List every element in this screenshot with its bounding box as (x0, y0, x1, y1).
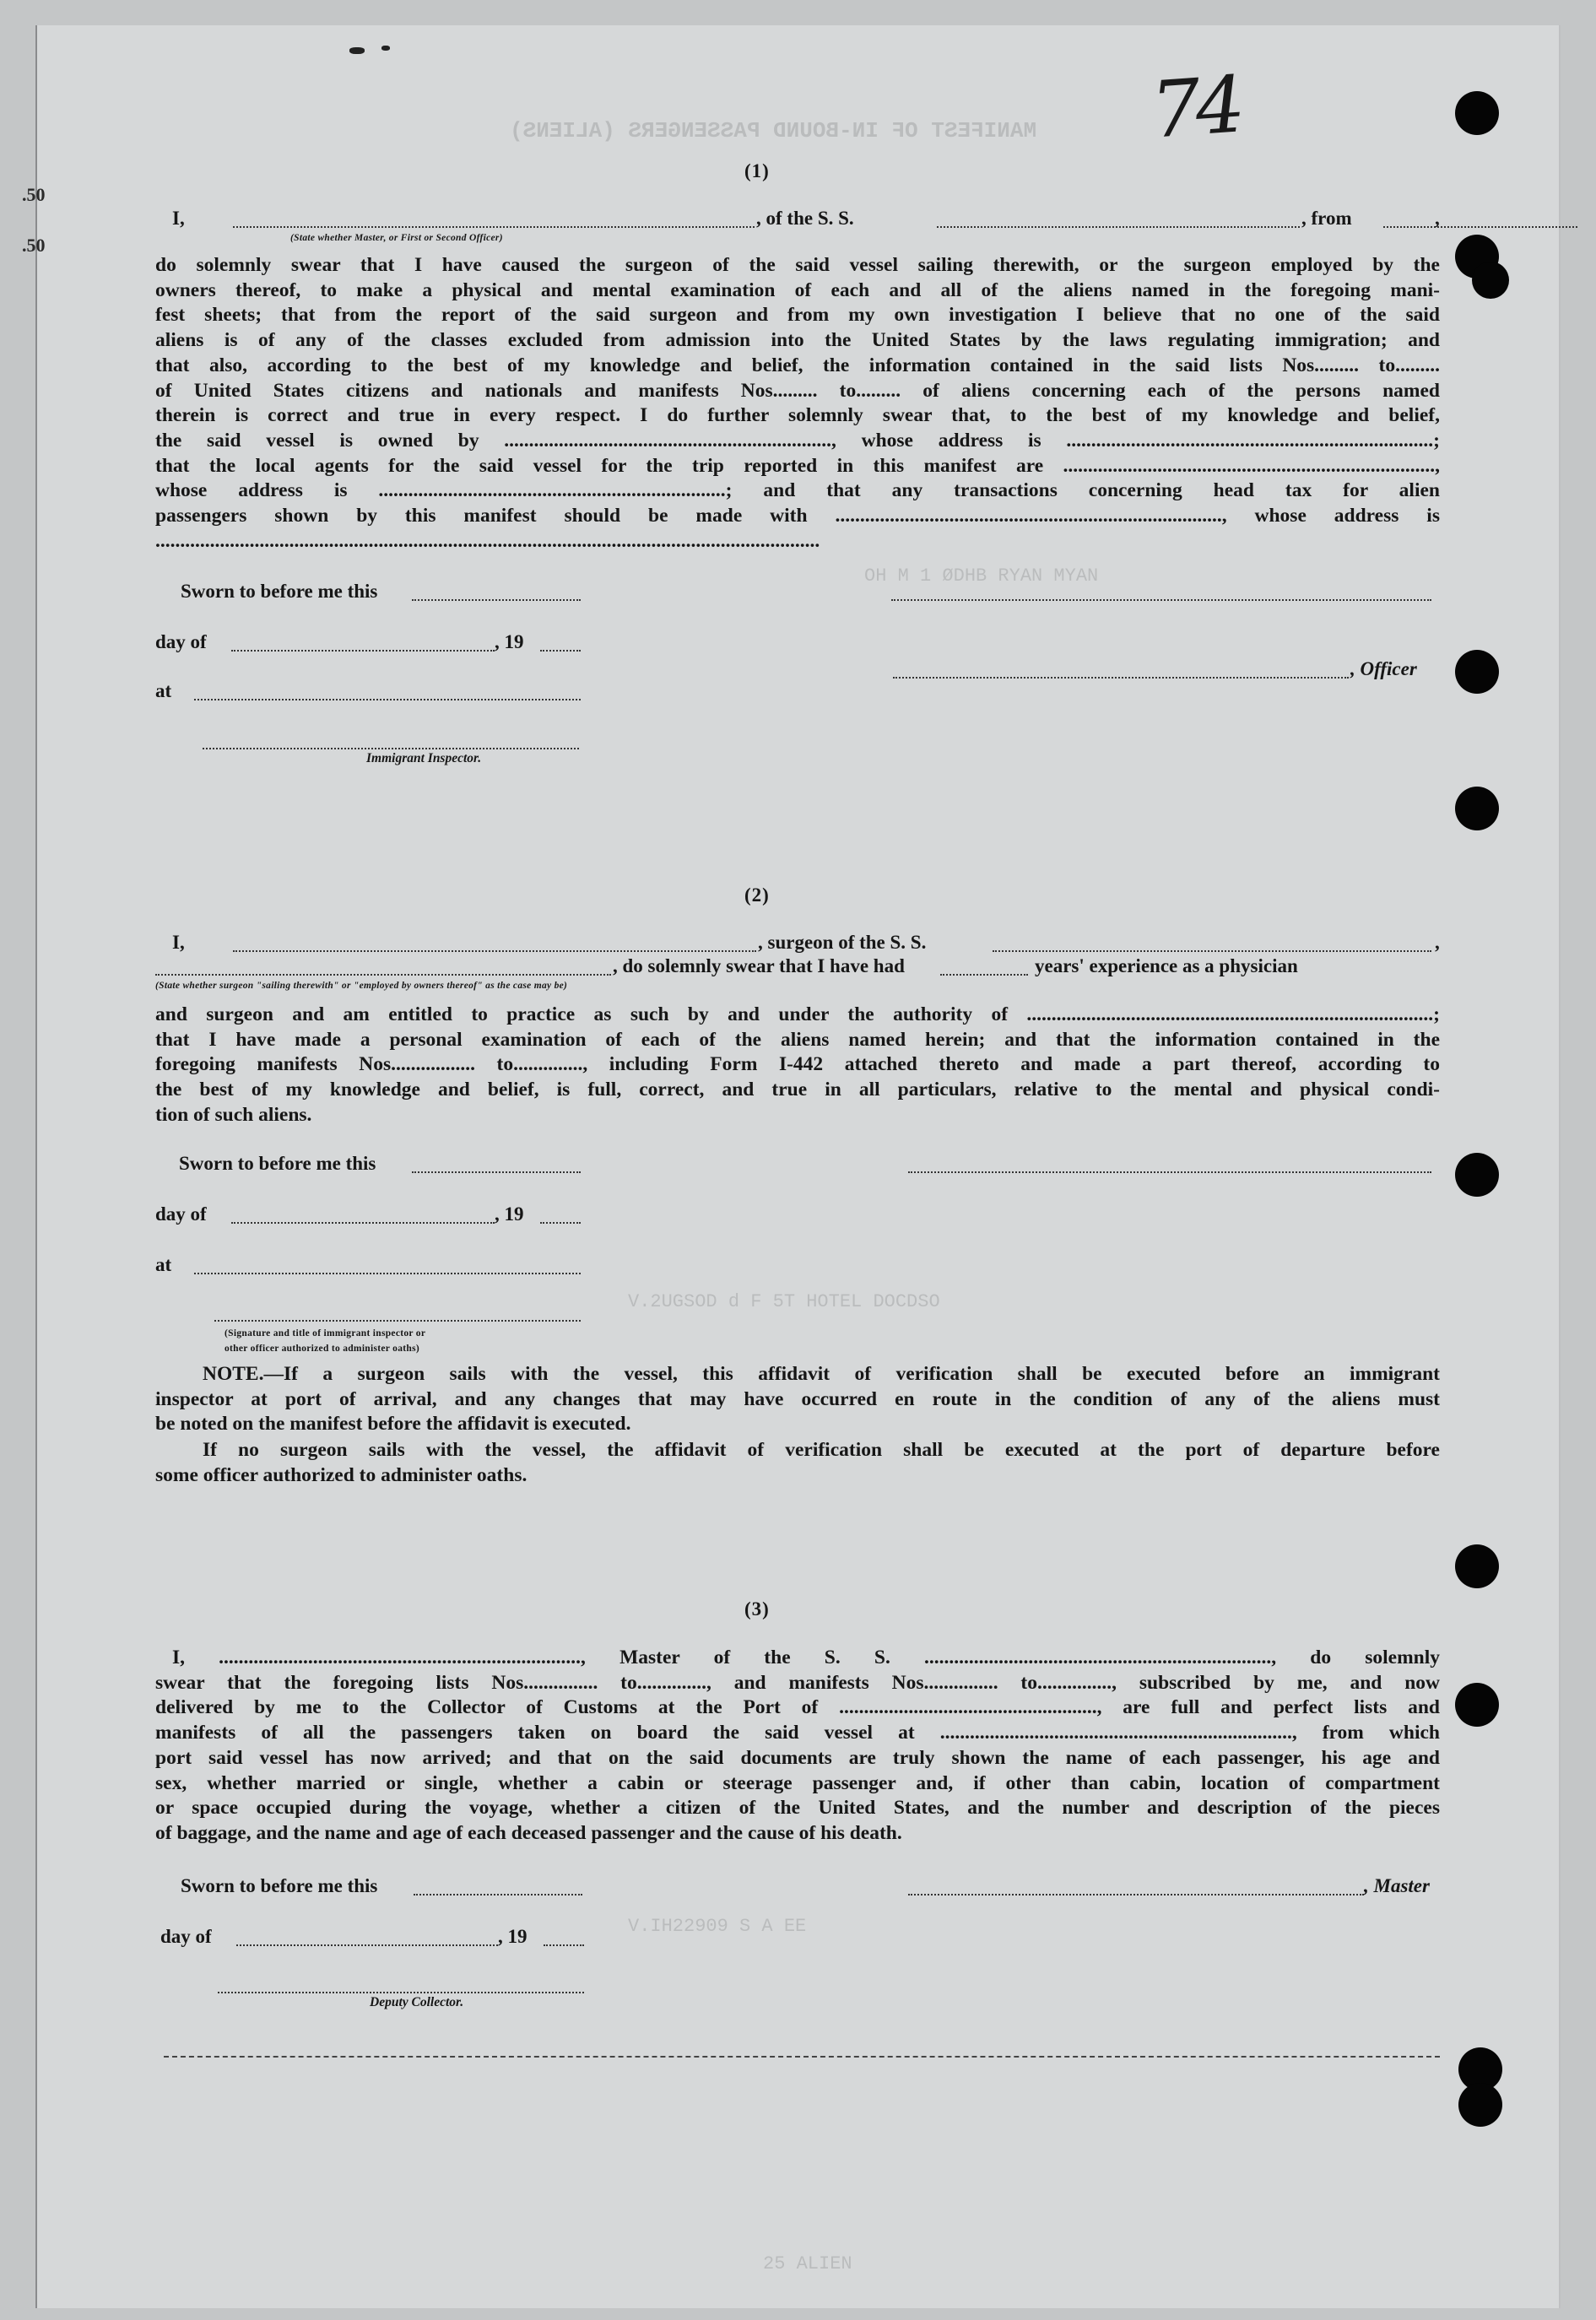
section-2-body-line: and surgeon and am entitled to practice as such by and under the authority of ..................................................................................; (155, 1003, 1440, 1025)
sworn-date-field[interactable] (412, 1171, 581, 1173)
year-field[interactable] (540, 650, 581, 652)
inspector-signature-field[interactable] (203, 748, 579, 749)
surgeon-role-caption: (State whether surgeon "sailing therewith" or "employed by owners thereof" as the case may be) (155, 981, 568, 991)
day-label: day of (155, 631, 207, 652)
section-2-pronoun: I, (172, 932, 185, 953)
officer-signature-field[interactable] (891, 599, 1431, 601)
year-prefix: , 19 (498, 1926, 527, 1947)
year-prefix: , 19 (495, 1203, 524, 1225)
section-1-body-line: therein is correct and true in every respect. I do further solemnly swear that, to the best of my knowledge and belief, (155, 404, 1440, 427)
section-1-body-line: fest sheets; that from the report of the said surgeon and from my own investigation I believe that no one of the said (155, 304, 1440, 327)
surgeon-name-field[interactable] (233, 950, 756, 952)
section-3-body-line: sex, whether married or single, whether a cabin or steerage passenger and, if other than cabin, location of compartment (155, 1771, 1440, 1794)
section-1-body-line: do solemnly swear that I have caused the surgeon of the said vessel sailing therewith, or the surgeon employed by the (155, 254, 1440, 276)
sworn-date-field[interactable] (414, 1894, 582, 1895)
section-3-body-line: I, ........................................................................., Master of the S. S. ......................................................................, do solemnly (172, 1647, 1440, 1668)
note-line: NOTE.—If a surgeon sails with the vessel, this affidavit of verification shall be executed before an immigrant (203, 1363, 1440, 1385)
section-3-number: (3) (744, 1598, 770, 1620)
master-signature-field[interactable] (908, 1894, 1364, 1895)
experience-label: , do solemnly swear that I have had (613, 955, 905, 976)
section-2-body-line: the best of my knowledge and belief, is full, correct, and true in all particulars, relative to the mental and physical condi- (155, 1079, 1440, 1101)
section-1-body-line: the said vessel is owned by .................................................................., whose address is ..........................................................................; (155, 429, 1440, 452)
inspector-caption: Immigrant Inspector. (366, 751, 482, 765)
note-line: inspector at port of arrival, and any changes that may have occurred en route in the condition of any of the aliens must (155, 1387, 1440, 1410)
ship-name-field[interactable] (937, 226, 1300, 228)
section-1-body-line: that the local agents for the said vessel for the trip reported in this manifest are ..........................................................................., (155, 454, 1440, 477)
sworn-label: Sworn to before me this (181, 1875, 378, 1896)
day-label: day of (155, 1203, 207, 1225)
section-1-body-line: owners thereof, to make a physical and mental examination of each and all of the aliens named in the foregoing mani- (155, 279, 1440, 301)
deputy-collector-caption: Deputy Collector. (370, 1995, 464, 2009)
section-1-number: (1) (744, 160, 770, 181)
section-1-body-line: of United States citizens and nationals and manifests Nos......... to......... of aliens concerning each of the persons named (155, 379, 1440, 402)
section-3-body-line: of baggage, and the name and age of each deceased passenger and the cause of his death. (155, 1821, 902, 1844)
year-prefix: , 19 (495, 631, 524, 652)
margin-mark: .50 (22, 184, 46, 205)
comma: , (1435, 932, 1440, 953)
section-3-body-line: or space occupied during the voyage, whether a citizen of the United States, and the number and description of the pieces (155, 1797, 1440, 1820)
handwritten-page-number: 74 (1148, 59, 1243, 156)
bleed-through-text: 25 ALIEN (763, 2253, 852, 2274)
collector-signature-field[interactable] (218, 1992, 584, 1993)
place-field[interactable] (194, 699, 581, 700)
year-field[interactable] (540, 1222, 581, 1224)
section-3-body-line: swear that the foregoing lists Nos............... to.............., and manifests Nos............... to..............., subscribed by me, and now (155, 1671, 1440, 1694)
comma: , (1435, 208, 1440, 229)
section-2-ship-label: , surgeon of the S. S. (758, 932, 927, 953)
day-label: day of (160, 1926, 212, 1947)
note-1 (155, 1362, 1440, 1437)
section-1-ship-label: , of the S. S. (756, 208, 854, 229)
surgeon-ship-field[interactable] (993, 950, 1431, 952)
punch-hole (1455, 1544, 1499, 1588)
punch-hole (1455, 787, 1499, 830)
section-1-body-line: passengers shown by this manifest should be made with .............................................................................., whose address is (155, 505, 1440, 527)
sworn-date-field[interactable] (412, 599, 581, 601)
section-2-oath-line (172, 932, 1440, 954)
section-1-body (155, 253, 1440, 554)
section-1-oath-line (172, 208, 1440, 230)
bottom-rule (164, 2056, 1440, 2058)
section-1-from-label: , from (1301, 208, 1352, 229)
punch-hole (1472, 262, 1509, 299)
note-line: If no surgeon sails with the vessel, the affidavit of verification shall be executed at the port of departure before (203, 1439, 1440, 1461)
section-2-number: (2) (744, 884, 770, 906)
departure-port-field[interactable] (1383, 226, 1577, 228)
section-2-body-line: foregoing manifests Nos................. to.............., including Form I-442 attached thereto and made a part thereof, according to (155, 1053, 1440, 1076)
officer-line-field[interactable] (893, 677, 1349, 679)
month-field[interactable] (231, 1222, 495, 1224)
officer-rank-caption: (State whether Master, or First or Second Officer) (290, 233, 503, 243)
surgeon-role-field[interactable] (155, 974, 611, 976)
sworn-label: Sworn to before me this (179, 1153, 376, 1174)
section-3-body-line: port said vessel has now arrived; and that on the said documents are truly shown the name of each passenger, his age and (155, 1746, 1440, 1769)
section-1-body-line: that also, according to the best of my knowledge and belief, the information contained in the said lists Nos......... to......... (155, 354, 1440, 376)
year-field[interactable] (544, 1944, 584, 1946)
note-2 (155, 1438, 1440, 1488)
officer-name-field[interactable] (233, 226, 755, 228)
bleed-through-text: MANIFEST OF IN-BOUND PASSENGERS (ALIENS) (510, 118, 1037, 143)
punch-hole (1455, 1153, 1499, 1197)
signature-caption: other officer authorized to administer oaths) (225, 1344, 420, 1354)
section-2-body-line: that I have made a personal examination of each of the aliens named herein; and that the information contained in the (155, 1028, 1440, 1051)
years-field[interactable] (940, 974, 1028, 976)
punch-hole (1458, 2083, 1502, 2127)
master-label: , Master (1364, 1875, 1430, 1896)
section-1-pronoun: I, (172, 208, 185, 229)
signature-caption: (Signature and title of immigrant inspector or (225, 1328, 426, 1338)
punch-hole (1455, 91, 1499, 135)
margin-mark: .50 (22, 235, 46, 256)
ink-smudge (381, 46, 390, 51)
inspector-signature-field[interactable] (214, 1320, 581, 1322)
bleed-through-text: OH M 1 ØDHB RYAN MYAN (864, 565, 1099, 587)
section-3-body-line: delivered by me to the Collector of Customs at the Port of ...................................................., are full and perfect lists and (155, 1696, 1440, 1719)
month-field[interactable] (231, 650, 495, 652)
punch-hole (1455, 650, 1499, 694)
note-line: be noted on the manifest before the affidavit is executed. (155, 1413, 631, 1436)
ink-smudge (349, 47, 365, 54)
sworn-label: Sworn to before me this (181, 581, 378, 602)
section-3-body-line: manifests of all the passengers taken on board the said vessel at ......................................................................., from which (155, 1722, 1440, 1744)
month-field[interactable] (236, 1944, 498, 1946)
note-line: some officer authorized to administer oaths. (155, 1463, 527, 1486)
punch-hole (1455, 1683, 1499, 1727)
physician-label: years' experience as a physician (1035, 955, 1298, 976)
section-1-body-line: ...................................................................................................................................... (155, 529, 820, 552)
bleed-through-text: V.IH22909 S A EE (628, 1916, 807, 1937)
section-1-body-line: aliens is of any of the classes excluded from admission into the United States by the laws regulating immigration; and (155, 329, 1440, 352)
section-2-body (155, 1003, 1440, 1128)
section-3-body (155, 1646, 1440, 1847)
at-label: at (155, 680, 172, 701)
place-field[interactable] (194, 1273, 581, 1274)
bleed-through-text: V.2UGSOD d F 5T HOTEL DOCDSO (628, 1291, 940, 1312)
section-1-body-line: whose address is ......................................................................; and that any transactions concerning head tax for alien (155, 479, 1440, 502)
at-label: at (155, 1254, 172, 1275)
document-page (22, 25, 1561, 2308)
surgeon-signature-field[interactable] (908, 1171, 1431, 1173)
officer-label: , Officer (1350, 658, 1417, 679)
section-2-body-line: tion of such aliens. (155, 1103, 312, 1126)
